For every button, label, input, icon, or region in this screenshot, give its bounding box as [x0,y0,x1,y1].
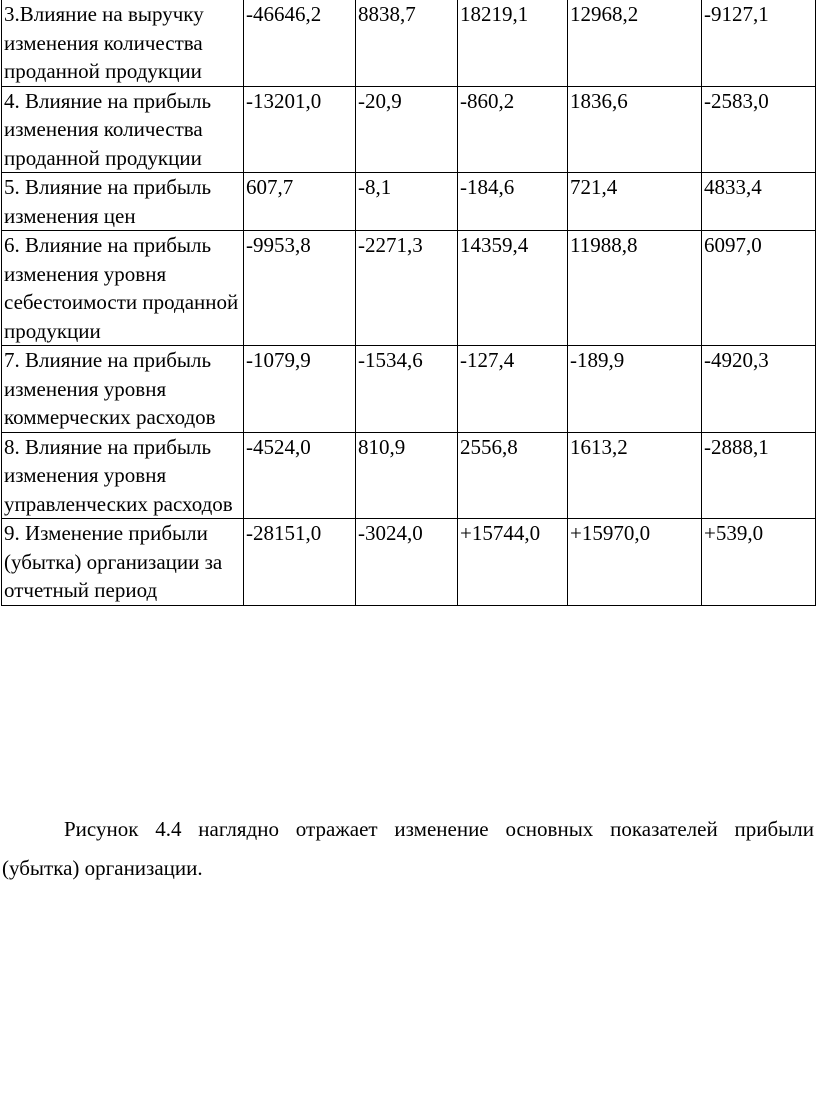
table-cell: -189,9 [568,346,702,433]
table-body [2,0,816,605]
table-cell: -9953,8 [244,231,356,346]
table-row [2,346,816,433]
table-cell: -8,1 [356,173,458,231]
table-cell: 1836,6 [568,86,702,173]
table-cell: 11988,8 [568,231,702,346]
row-label: 7. Влияние на прибыль изменения уровня коммерческих расходов [2,346,244,433]
row-label: 4. Влияние на прибыль изменения количества проданной продукции [2,86,244,173]
table-row [2,86,816,173]
table-cell: -4920,3 [702,346,816,433]
table-cell: +15970,0 [568,519,702,606]
table-cell: -184,6 [458,173,568,231]
table-cell: -2271,3 [356,231,458,346]
table-row [2,0,816,86]
row-label: 5. Влияние на прибыль изменения цен [2,173,244,231]
table-cell: +15744,0 [458,519,568,606]
table-row [2,519,816,606]
table-cell: -28151,0 [244,519,356,606]
table-cell: 1613,2 [568,432,702,519]
table-cell: -46646,2 [244,0,356,86]
table-cell: 12968,2 [568,0,702,86]
table-cell: 8838,7 [356,0,458,86]
table-cell: -2888,1 [702,432,816,519]
table-cell: -2583,0 [702,86,816,173]
table-cell: -4524,0 [244,432,356,519]
table-cell: +539,0 [702,519,816,606]
table-row [2,432,816,519]
table-cell: 607,7 [244,173,356,231]
table-cell: -1079,9 [244,346,356,433]
table-cell: 6097,0 [702,231,816,346]
table-cell: -127,4 [458,346,568,433]
table-cell: -9127,1 [702,0,816,86]
table-row [2,173,816,231]
table-cell: 810,9 [356,432,458,519]
table-cell: -1534,6 [356,346,458,433]
table-cell: 4833,4 [702,173,816,231]
row-label: 8. Влияние на прибыль изменения уровня управленческих расходов [2,432,244,519]
profit-factors-table [1,0,816,606]
table-row [2,231,816,346]
table-cell: 18219,1 [458,0,568,86]
table-cell: 721,4 [568,173,702,231]
row-label: 6. Влияние на прибыль изменения уровня себестоимости проданной продукции [2,231,244,346]
table-cell: 14359,4 [458,231,568,346]
table-cell: 2556,8 [458,432,568,519]
row-label: 3.Влияние на выручку изменения количества проданной продукции [2,0,244,86]
table-cell: -20,9 [356,86,458,173]
row-label: 9. Изменение прибыли (убытка) организации за отчетный период [2,519,244,606]
table-cell: -3024,0 [356,519,458,606]
body-paragraph: Рисунок 4.4 наглядно отражает изменение основных показателей прибыли (убытка) организации. [2,817,814,880]
table-cell: -860,2 [458,86,568,173]
table-cell: -13201,0 [244,86,356,173]
